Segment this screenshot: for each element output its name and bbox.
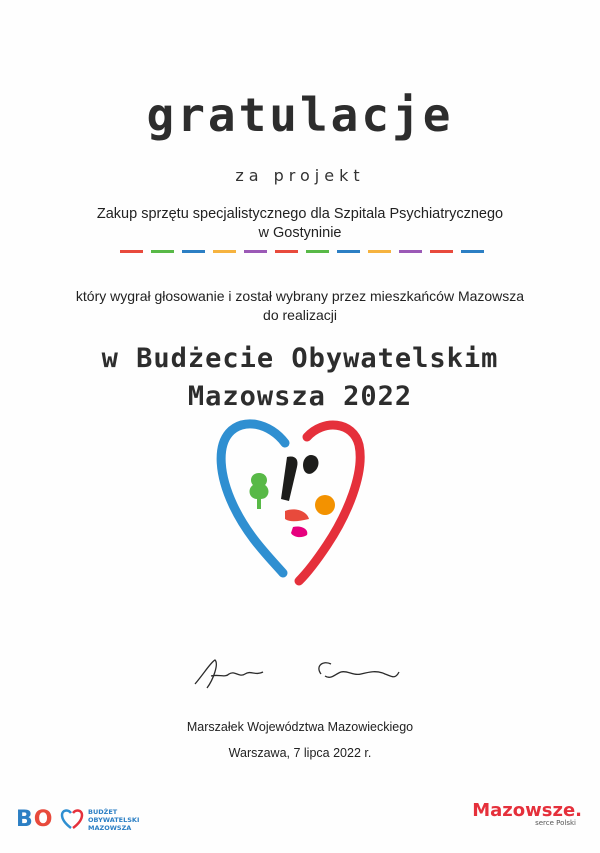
divider-dash	[244, 250, 267, 253]
signature-right	[319, 663, 399, 678]
bo-letter-o: O	[33, 807, 54, 832]
date-place: Warszawa, 7 lipca 2022 r.	[228, 746, 372, 760]
project-description	[0, 287, 600, 325]
bo-letter-b: B	[16, 807, 34, 832]
divider-dash	[399, 250, 422, 253]
mazowsze-logo	[442, 800, 582, 840]
certificate-title: gratulacje	[146, 88, 454, 142]
divider-dash	[337, 250, 360, 253]
divider-dash	[213, 250, 236, 253]
project-name-line1: Zakup sprzętu specjalistycznego dla Szpitala Psychiatrycznego	[96, 206, 504, 222]
budget-line2: Mazowsza 2022	[187, 381, 413, 412]
budget-line1: w Budżecie Obywatelskim	[101, 343, 499, 374]
heart-logo-icon	[215, 415, 365, 590]
divider-dash	[306, 250, 329, 253]
certificate-subtitle: za projekt	[235, 166, 365, 185]
signature-left	[195, 660, 263, 688]
divider-dash	[120, 250, 143, 253]
project-name-line2: w Gostyninie	[258, 225, 342, 241]
color-dash-divider	[120, 249, 484, 254]
project-name	[0, 205, 600, 243]
divider-dash	[275, 250, 298, 253]
signatures	[185, 652, 415, 697]
bo-logo-text	[88, 808, 139, 832]
description-line2: do realizacji	[263, 307, 337, 323]
bo-text-line2: OBYWATELSKI	[88, 816, 140, 824]
description-line1: który wygrał głosowanie i został wybrany przez mieszkańców Mazowsza	[75, 288, 525, 304]
bo-logo-letters	[16, 807, 53, 832]
budzet-obywatelski-logo	[16, 805, 156, 835]
bo-heart-icon	[60, 807, 84, 831]
bo-text-line1: BUDŻET	[88, 808, 118, 816]
divider-dash	[182, 250, 205, 253]
divider-dash	[430, 250, 453, 253]
divider-dash	[368, 250, 391, 253]
budget-heading	[0, 340, 600, 416]
bo-text-line3: MAZOWSZA	[88, 824, 132, 832]
mazowsze-tagline: serce Polski	[535, 819, 576, 827]
divider-dash	[151, 250, 174, 253]
mazowsze-name: Mazowsze.	[472, 800, 582, 821]
divider-dash	[461, 250, 484, 253]
signatory-title: Marszałek Województwa Mazowieckiego	[186, 720, 414, 734]
